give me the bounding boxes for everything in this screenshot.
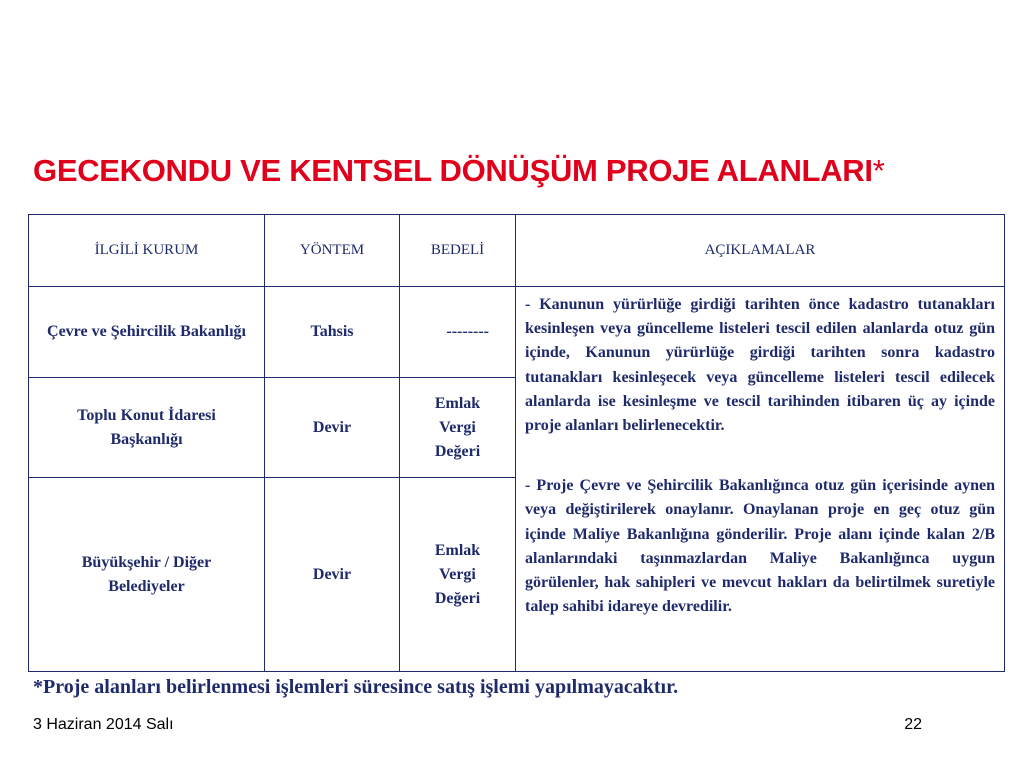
aciklama-paragraph-2: - Proje Çevre ve Şehircilik Bakanlığınca otuz gün içerisinde aynen veya değiştirilerek onaylanır. Onaylanan proje en geç otuz gün içinde Maliye Bakanlığına gönderilir. Proje alanı içinde kalan 2/B alanlarındaki taşınmazlardan Maliye Bakanlığınca uygun görülenler, hak sahipleri ve mevcut hakları da belirtilmek suretiyle talep sahibi idareye devredilir. <box>525 477 995 616</box>
paragraph-gap <box>525 438 995 474</box>
slide-title <box>33 153 1003 189</box>
row-2-bedeli: Emlak Vergi Değeri <box>400 378 516 478</box>
aciklamalar-cell <box>516 287 1005 672</box>
page-number: 22 <box>904 716 922 733</box>
header-kurum: İLGİLİ KURUM <box>29 215 265 287</box>
row-1-bedeli: -------- <box>400 287 516 378</box>
aciklama-paragraph-1: - Kanunun yürürlüğe girdiği tarihten önce kadastro tutanakları kesinleşen veya güncelleme listeleri tescil edilen alanlarda otuz gün içinde, Kanunun yürürlüğe girdiği tarihten sonra kadastro tutanakları kesinleşecek veya güncelleme listeleri tescil edilecek alanlarda ise kesinleşme ve tescil tarihinden itibaren üç ay içinde proje alanları belirlenecektir. <box>525 296 995 435</box>
header-bedeli: BEDELİ <box>400 215 516 287</box>
row-2-yontem: Devir <box>265 378 400 478</box>
row-3-bedeli: Emlak Vergi Değeri <box>400 478 516 672</box>
slide-title-text: GECEKONDU VE KENTSEL DÖNÜŞÜM PROJE ALANLARI <box>33 153 873 188</box>
row-1-yontem: Tahsis <box>265 287 400 378</box>
footnote: *Proje alanları belirlenmesi işlemleri süresince satış işlemi yapılmayacaktır. <box>33 676 679 698</box>
project-areas-table <box>28 214 1005 672</box>
table-row <box>29 287 1005 378</box>
slide-title-marker: * <box>872 153 885 188</box>
row-2-kurum: Toplu Konut İdaresi Başkanlığı <box>29 378 265 478</box>
header-yontem: YÖNTEM <box>265 215 400 287</box>
row-3-kurum: Büyükşehir / Diğer Belediyeler <box>29 478 265 672</box>
table-header-row <box>29 215 1005 287</box>
row-3-yontem: Devir <box>265 478 400 672</box>
header-aciklamalar: AÇIKLAMALAR <box>516 215 1005 287</box>
row-1-kurum: Çevre ve Şehircilik Bakanlığı <box>29 287 265 378</box>
footer-date: 3 Haziran 2014 Salı <box>33 716 174 733</box>
